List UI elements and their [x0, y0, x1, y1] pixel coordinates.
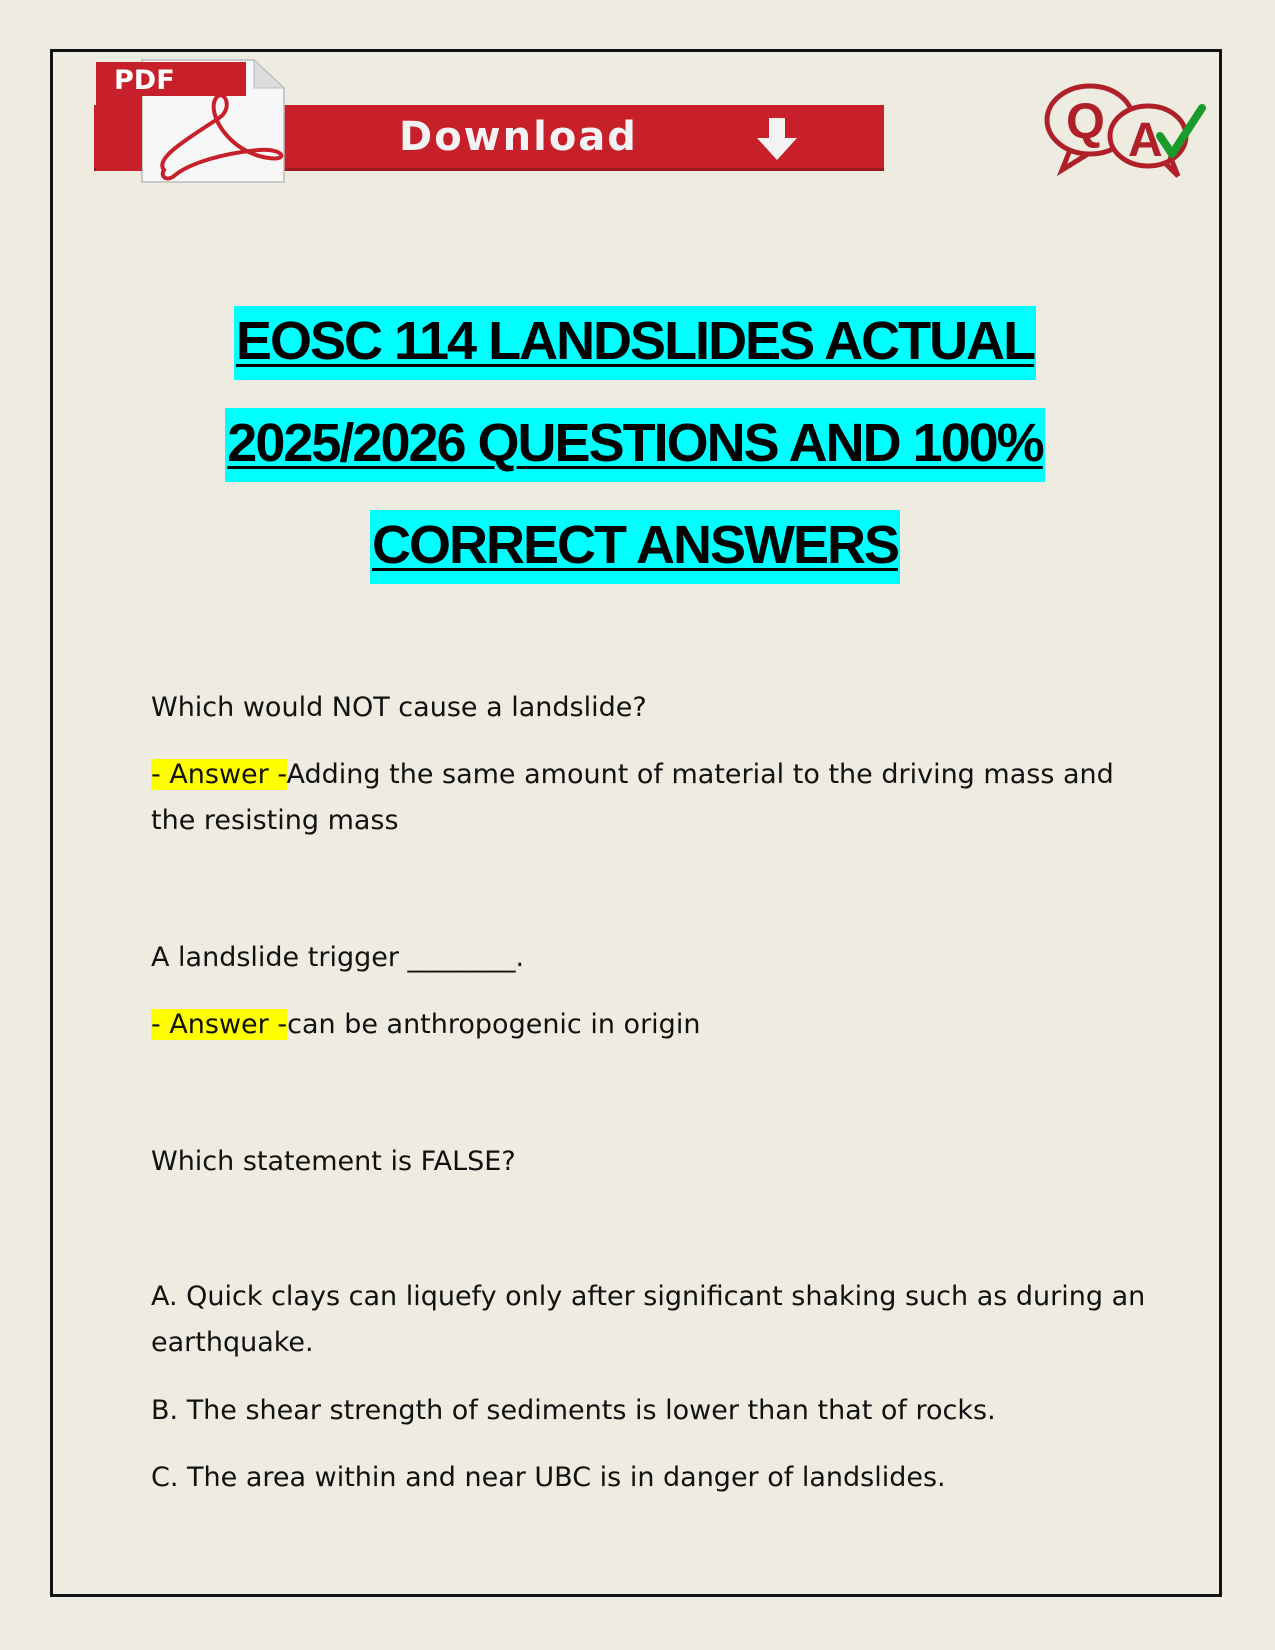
question-1-text: Which would NOT cause a landslide? — [151, 692, 647, 723]
question-3-text: Which statement is FALSE? — [151, 1146, 516, 1177]
qa-logo-icon — [1040, 78, 1210, 178]
answer-1-line-2: the resisting mass — [151, 805, 399, 836]
pdf-download-banner[interactable] — [94, 58, 884, 183]
pdf-file-icon — [94, 58, 324, 183]
document-title — [60, 306, 1210, 612]
title-line-2: 2025/2026 QUESTIONS AND 100% — [225, 408, 1044, 482]
svg-text:PDF: PDF — [114, 65, 175, 96]
answer-1-line-1 — [151, 759, 1114, 790]
answer-2-text: can be anthropogenic in origin — [287, 1009, 701, 1040]
option-a-line-1: A. Quick clays can liquefy only after significant shaking such as during an — [151, 1281, 1146, 1312]
answer-2-line-1 — [151, 1009, 700, 1040]
option-c: C. The area within and near UBC is in danger of landslides. — [151, 1462, 946, 1493]
qa-logo-a: A — [1128, 114, 1163, 167]
download-arrow-icon — [754, 116, 800, 162]
download-label: Download — [399, 114, 638, 160]
answer-label: - Answer - — [151, 1009, 288, 1040]
option-b: B. The shear strength of sediments is lower than that of rocks. — [151, 1395, 996, 1426]
title-line-3: CORRECT ANSWERS — [370, 510, 900, 584]
option-a-line-2: earthquake. — [151, 1327, 314, 1358]
answer-1-text: Adding the same amount of material to the driving mass and — [286, 759, 1114, 790]
question-2-text: A landslide trigger ________. — [151, 942, 525, 973]
answer-label: - Answer - — [151, 759, 287, 790]
qa-logo-q: Q — [1066, 93, 1105, 149]
title-line-1: EOSC 114 LANDSLIDES ACTUAL — [234, 306, 1036, 380]
